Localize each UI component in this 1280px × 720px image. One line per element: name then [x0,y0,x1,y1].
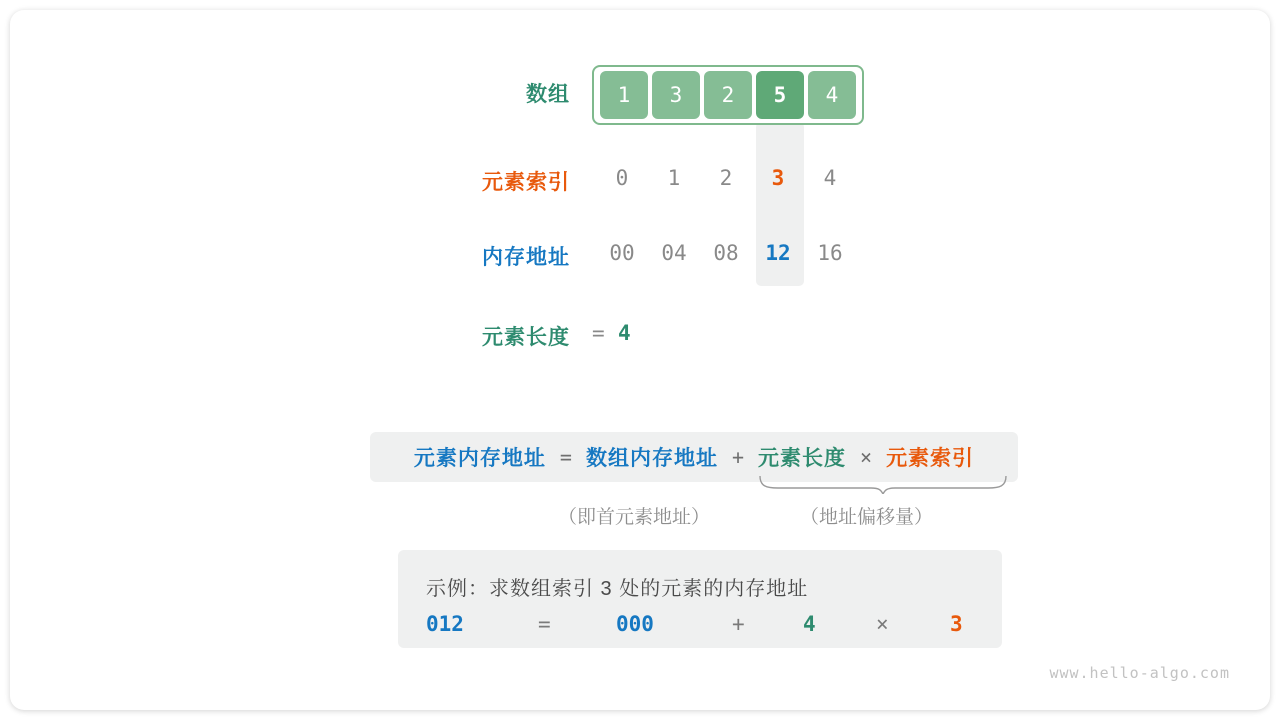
formula-result-term: 元素内存地址 [413,447,546,470]
element-length-label: 元素长度 [482,326,570,349]
example-size: 4 [803,612,816,636]
element-index-label: 元素索引 [482,171,570,194]
address-value: 16 [817,241,843,265]
array-label: 数组 [526,83,570,106]
array-cell: 3 [652,71,700,119]
example-result: 012 [426,612,464,636]
element-length-value: 4 [618,321,631,345]
formula-times: × [860,445,873,469]
example-equals: = [538,612,551,636]
address-value-selected: 12 [765,241,791,265]
formula-plus: + [731,445,745,469]
diagram-frame [10,10,1270,710]
formula-size-term: 元素长度 [758,447,847,470]
formula-equals: = [559,445,572,469]
element-index-values [592,162,860,194]
index-value: 0 [615,166,629,190]
note-offset: （地址偏移量） [800,507,934,528]
index-value-selected: 3 [771,166,785,190]
formula-base-term: 数组内存地址 [585,447,718,470]
address-value: 00 [609,241,635,265]
formula-index-term: 元素索引 [886,447,975,470]
array-cell: 1 [600,71,648,119]
index-value: 4 [823,166,837,190]
note-base-address: （即首元素地址） [558,507,711,528]
memory-address-label: 内存地址 [482,246,570,269]
address-value: 04 [661,241,687,265]
address-value: 08 [713,241,739,265]
index-value: 1 [667,166,681,190]
formula-box [370,432,1018,482]
example-plus: + [732,612,745,636]
watermark: www.hello-algo.com [1049,664,1230,682]
offset-brace-icon [758,476,1008,494]
array-cell-selected: 5 [756,71,804,119]
element-length-equals: = [592,321,605,345]
array-container [592,65,864,125]
example-times: × [876,612,889,636]
example-box [398,550,1002,648]
example-equation [398,612,1002,640]
example-index: 3 [950,612,963,636]
index-value: 2 [719,166,733,190]
memory-address-values [592,237,860,269]
array-cell: 4 [808,71,856,119]
example-base: 000 [616,612,654,636]
array-cell: 2 [704,71,752,119]
example-title: 示例：求数组索引 3 处的元素的内存地址 [426,578,809,600]
